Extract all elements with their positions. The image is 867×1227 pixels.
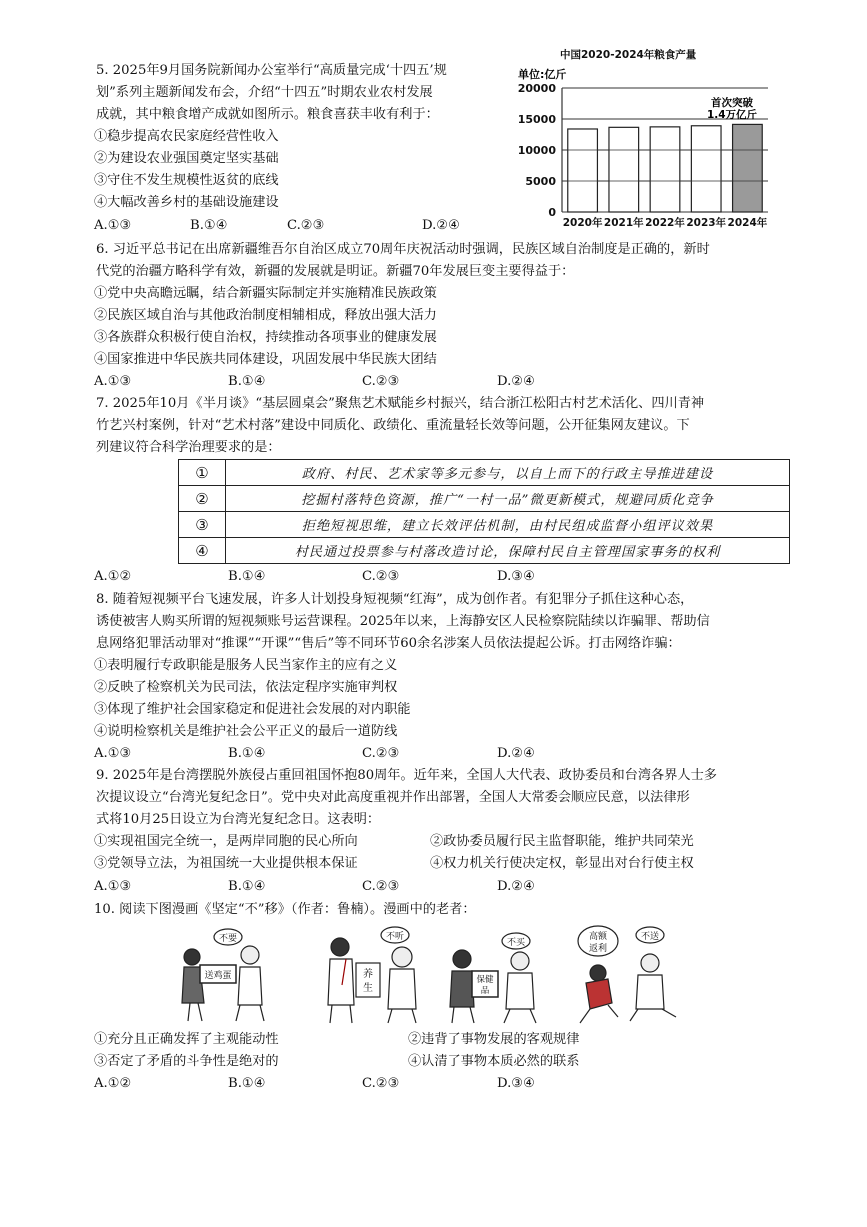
q9-item-1: ①实现祖国完全统一，是两岸同胞的民心所向 bbox=[94, 834, 358, 849]
chart-xtick-label: 2021年 bbox=[603, 217, 644, 229]
q7-stem-line-2: 竹艺兴村案例，针对“艺术村落”建设中同质化、政绩化、重流量轻长效等问题，公开征集网友建议。下 bbox=[96, 418, 690, 433]
q5-item-2: ②为建设农业强国奠定坚实基础 bbox=[94, 151, 279, 166]
q6-option-b[interactable]: B.①④ bbox=[228, 374, 266, 389]
q9-item-3: ③党领导立法，为祖国统一大业提供根本保证 bbox=[94, 856, 358, 871]
cartoon-box-1: 送鸡蛋 bbox=[204, 971, 232, 981]
table-row bbox=[179, 538, 790, 564]
chart-annotation-line2: 1.4万亿斤 bbox=[706, 109, 758, 121]
q8-option-c[interactable]: C.②③ bbox=[362, 746, 400, 761]
table-row bbox=[179, 512, 790, 538]
q7-option-b[interactable]: B.①④ bbox=[228, 569, 266, 584]
q5-option-d[interactable]: D.②④ bbox=[422, 218, 460, 233]
q5-option-b[interactable]: B.①④ bbox=[190, 218, 228, 233]
chart-ytick-label: 15000 bbox=[517, 113, 556, 126]
cartoon-bubble-1: 不要 bbox=[218, 934, 238, 944]
q6-item-3: ③各族群众积极行使自治权，持续推动各项事业的健康发展 bbox=[94, 330, 437, 345]
cartoon-board-1: 养 bbox=[363, 969, 373, 980]
cartoon-box-3a: 保健 bbox=[476, 975, 494, 985]
q5-item-1: ①稳步提高农民家庭经营性收入 bbox=[94, 129, 279, 144]
chart-ytick-label: 0 bbox=[548, 206, 556, 219]
table-cell-number: ③ bbox=[179, 512, 226, 538]
q6-option-c[interactable]: C.②③ bbox=[362, 374, 400, 389]
chart-bar bbox=[609, 127, 639, 212]
cartoon-bubble-4: 不送 bbox=[640, 932, 660, 942]
q9-stem-line-2: 次提议设立“台湾光复纪念日”。党中央对此高度重视并作出部署，全国人大常委会顺应民意，以法律形 bbox=[96, 790, 690, 805]
q10-item-3: ③否定了矛盾的斗争性是绝对的 bbox=[94, 1054, 279, 1069]
table-cell-text: 挖掘村落特色资源，推广“一村一品”微更新模式，规避同质化竞争 bbox=[226, 486, 790, 512]
q9-item-4: ④权力机关行使决定权，彰显出对台行使主权 bbox=[430, 856, 694, 871]
q8-item-2: ②反映了检察机关为民司法，依法定程序实施审判权 bbox=[94, 680, 398, 695]
q8-item-4: ④说明检察机关是维护社会公平正义的最后一道防线 bbox=[94, 724, 398, 739]
q6-item-2: ②民族区域自治与其他政治制度相辅相成，释放出强大活力 bbox=[94, 308, 437, 323]
q9-option-d[interactable]: D.②④ bbox=[497, 879, 535, 894]
cartoon-box-3b: 品 bbox=[480, 986, 490, 996]
table-row bbox=[179, 460, 790, 486]
chart-ytick-label: 5000 bbox=[525, 175, 556, 188]
cartoon-panel-2 bbox=[328, 927, 416, 1023]
chart-xtick-label: 2024年 bbox=[727, 217, 768, 229]
chart-xtick-label: 2022年 bbox=[645, 217, 685, 229]
q8-stem-line-1: 8. 随着短视频平台飞速发展，许多人计划投身短视频“红海”，成为创作者。有犯罪分子抓住这种心态， bbox=[96, 592, 694, 607]
q10-item-1: ①充分且正确发挥了主观能动性 bbox=[94, 1032, 279, 1047]
q10-stem: 10. 阅读下图漫画《坚定“不”移》（作者：鲁楠）。漫画中的老者： bbox=[94, 902, 476, 917]
q9-option-b[interactable]: B.①④ bbox=[228, 879, 266, 894]
q9-option-a[interactable]: A.①③ bbox=[94, 879, 132, 894]
table-cell-text: 村民通过投票参与村落改造讨论，保障村民自主管理国家事务的权利 bbox=[226, 538, 790, 564]
q6-option-d[interactable]: D.②④ bbox=[497, 374, 535, 389]
q8-item-3: ③体现了维护社会国家稳定和促进社会发展的对内职能 bbox=[94, 702, 411, 717]
q6-stem-line-2: 代党的治疆方略科学有效，新疆的发展就是明证。新疆70年发展巨变主要得益于： bbox=[96, 264, 575, 279]
q5-item-4: ④大幅改善乡村的基础设施建设 bbox=[94, 195, 279, 210]
q7-stem-line-1: 7. 2025年10月《半月谈》“基层圆桌会”聚焦艺术赋能乡村振兴，结合浙江松阳古村艺术活化、四川青神 bbox=[96, 396, 705, 411]
cartoon-panel-3 bbox=[450, 933, 536, 1023]
chart-xtick-label: 2023年 bbox=[686, 217, 727, 229]
table-row bbox=[179, 486, 790, 512]
chart-ytick-label: 10000 bbox=[517, 144, 556, 157]
cartoon-bubble-3: 不买 bbox=[506, 938, 526, 948]
q8-stem-line-3: 息网络犯罪活动罪对“推课”“开课”“售后”等不同环节60余名涉案人员依法提起公诉。打击网络诈骗： bbox=[96, 636, 681, 651]
cartoon-board-2: 生 bbox=[363, 983, 373, 994]
chart-bar bbox=[568, 129, 598, 212]
table-cell-number: ① bbox=[179, 460, 226, 486]
q7-option-a[interactable]: A.①② bbox=[94, 569, 132, 584]
q6-option-a[interactable]: A.①③ bbox=[94, 374, 132, 389]
chart-unit-label: 单位:亿斤 bbox=[518, 68, 567, 81]
q10-option-a[interactable]: A.①② bbox=[94, 1076, 132, 1091]
q9-stem-line-1: 9. 2025年是台湾摆脱外族侵占重回祖国怀抱80周年。近年来，全国人大代表、政协委员和台湾各界人士多 bbox=[96, 768, 717, 783]
q7-option-c[interactable]: C.②③ bbox=[362, 569, 400, 584]
grain-production-chart bbox=[510, 62, 780, 232]
table-cell-number: ④ bbox=[179, 538, 226, 564]
q10-option-b[interactable]: B.①④ bbox=[228, 1076, 266, 1091]
cartoon-panel-4 bbox=[578, 926, 676, 1023]
table-cell-text: 政府、村民、艺术家等多元参与，以自上而下的行政主导推进建设 bbox=[226, 460, 790, 486]
cartoon-sign-4b: 返利 bbox=[588, 944, 608, 954]
chart-bar bbox=[691, 126, 721, 212]
q5-stem-line-2: 划”系列主题新闻发布会，介绍“十四五”时期农业农村发展 bbox=[96, 85, 433, 100]
chart-bar bbox=[650, 127, 680, 212]
q7-stem-line-3: 列建议符合科学治理要求的是： bbox=[96, 440, 281, 455]
q6-item-4: ④国家推进中华民族共同体建设，巩固发展中华民族大团结 bbox=[94, 352, 437, 367]
q8-option-a[interactable]: A.①③ bbox=[94, 746, 132, 761]
cartoon-bubble-2: 不听 bbox=[385, 932, 405, 942]
q10-option-d[interactable]: D.③④ bbox=[497, 1076, 535, 1091]
q9-stem-line-3: 式将10月25日设立为台湾光复纪念日。这表明： bbox=[96, 812, 381, 827]
q5-stem-line-1: 5. 2025年9月国务院新闻办公室举行“高质量完成‘十四五’规 bbox=[96, 63, 447, 78]
cartoon-panel-1 bbox=[182, 929, 264, 1021]
q8-stem-line-2: 诱使被害人购买所谓的短视频账号运营课程。2025年以来，上海静安区人民检察院陆续以诈骗罪、帮助信 bbox=[96, 614, 710, 629]
chart-annotation-line1: 首次突破 bbox=[711, 97, 753, 109]
q7-option-d[interactable]: D.③④ bbox=[497, 569, 535, 584]
q9-option-c[interactable]: C.②③ bbox=[362, 879, 400, 894]
cartoon-image bbox=[180, 925, 710, 1025]
q9-item-2: ②政协委员履行民主监督职能，维护共同荣光 bbox=[430, 834, 694, 849]
table-cell-text: 拒绝短视思维，建立长效评估机制，由村民组成监督小组评议效果 bbox=[226, 512, 790, 538]
q5-option-a[interactable]: A.①③ bbox=[94, 218, 132, 233]
q10-item-4: ④认清了事物本质必然的联系 bbox=[408, 1054, 580, 1069]
q5-item-3: ③守住不发生规模性返贫的底线 bbox=[94, 173, 279, 188]
chart-xtick-label: 2020年 bbox=[562, 217, 603, 229]
chart-bar bbox=[733, 124, 763, 212]
chart-ytick-label: 20000 bbox=[517, 82, 556, 95]
q10-option-c[interactable]: C.②③ bbox=[362, 1076, 400, 1091]
q8-option-d[interactable]: D.②④ bbox=[497, 746, 535, 761]
q8-option-b[interactable]: B.①④ bbox=[228, 746, 266, 761]
table-cell-number: ② bbox=[179, 486, 226, 512]
cartoon-sign-4a: 高额 bbox=[588, 932, 608, 942]
q6-stem-line-1: 6. 习近平总书记在出席新疆维吾尔自治区成立70周年庆祝活动时强调，民族区域自治制度是正确的，新时 bbox=[96, 242, 710, 257]
q10-item-2: ②违背了事物发展的客观规律 bbox=[408, 1032, 580, 1047]
chart-title: 中国2020-2024年粮食产量 bbox=[560, 49, 697, 61]
q8-item-1: ①表明履行专政职能是服务人民当家作主的应有之义 bbox=[94, 658, 398, 673]
q7-proposal-table bbox=[178, 459, 790, 564]
q5-stem-line-3: 成就，其中粮食增产成就如图所示。粮食喜获丰收有利于： bbox=[96, 107, 439, 122]
q5-option-c[interactable]: C.②③ bbox=[287, 218, 325, 233]
q6-item-1: ①党中央高瞻远瞩，结合新疆实际制定并实施精准民族政策 bbox=[94, 286, 437, 301]
